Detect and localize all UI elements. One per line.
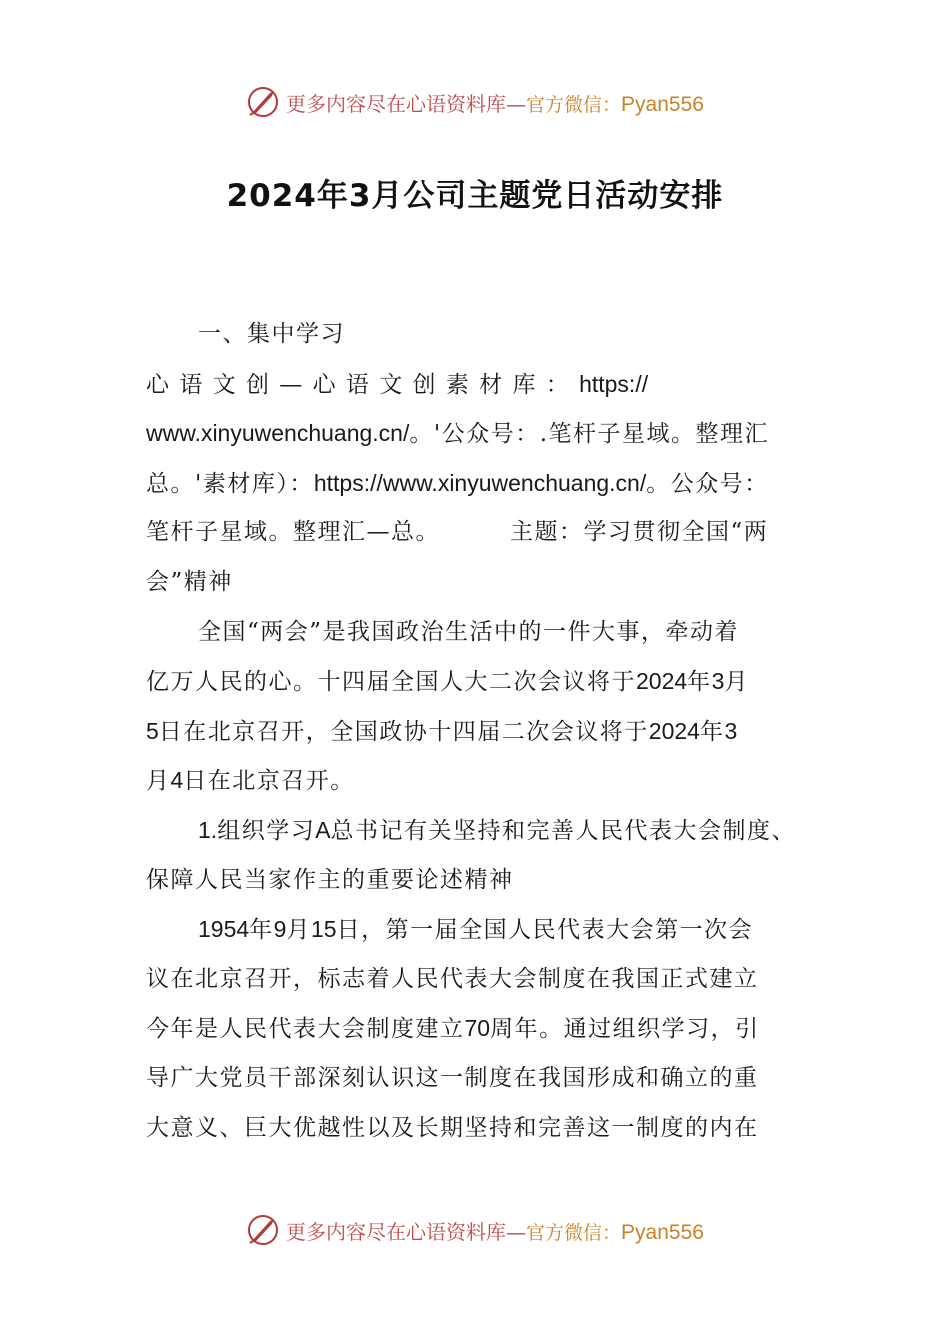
text-span: 日，第一届全国人民代表大会第一次会 [336, 917, 754, 944]
banner-wechat-id: Pyan556 [621, 1220, 704, 1244]
text-span: 月 [724, 669, 749, 696]
source-char: 库 [512, 371, 537, 398]
source-char: ： [545, 371, 571, 398]
text-line: 保障人民当家作主的重要论述精神 [146, 866, 514, 893]
number-span: 9 [273, 916, 287, 943]
text-span: 日在北京召开，全国政协十四届二次会议将于 [158, 718, 649, 745]
banner-text [286, 88, 704, 117]
text-span: 周年。通过组织学习，引 [490, 1016, 760, 1043]
number-span: 5 [146, 717, 159, 744]
document-body [146, 310, 806, 1153]
number-span: 1954 [198, 916, 250, 943]
source-char: 创 [245, 371, 271, 398]
text-line [146, 707, 806, 757]
source-char: 心 [146, 371, 171, 398]
source-url-part: https:// [579, 370, 649, 397]
text-span: 今年是人民代表大会制度建立 [146, 1016, 465, 1043]
text-line [146, 409, 806, 459]
quill-logo-icon [246, 85, 280, 119]
text-line: 议在北京召开，标志着人民代表大会制度在我国正式建立 [146, 965, 759, 992]
source-char: 创 [412, 371, 437, 398]
number-span: 70 [464, 1015, 491, 1042]
text-line [146, 657, 806, 707]
footer-watermark-banner [0, 1210, 950, 1250]
section-heading: 一、集中学习 [198, 321, 345, 347]
text-span: 。公众号： [646, 470, 769, 497]
banner-dash: — [506, 91, 527, 116]
subheading-line [146, 806, 806, 856]
banner-text [286, 1216, 704, 1245]
text-span: A [315, 816, 331, 843]
text-line [146, 459, 806, 509]
number-span: 3 [724, 717, 738, 744]
text-span: 月 [286, 917, 311, 944]
quill-logo-icon [246, 1213, 280, 1247]
source-char: 心 [312, 371, 338, 398]
text-span: 笔杆子星域。整理汇—总。 [146, 519, 440, 546]
number-span: 15 [310, 916, 337, 943]
number-span: 1. [198, 816, 218, 843]
source-char: 文 [212, 371, 238, 398]
source-char: 材 [479, 371, 504, 398]
text-line: 导广大党员干部深刻认识这一制度在我国形成和确立的重 [146, 1064, 759, 1091]
banner-dash: — [506, 1219, 527, 1244]
text-span: 年 [249, 917, 274, 944]
number-span: 2024 [636, 668, 688, 695]
banner-brand: 更多内容尽在心语资料库 [286, 91, 507, 116]
text-span: 总书记有关坚持和完善人民代表大会制度、 [330, 817, 797, 844]
url-text: https://www.xinyuwenchuang.cn/ [313, 469, 647, 496]
text-line [146, 756, 806, 806]
text-line: 会”精神 [146, 568, 233, 595]
source-char: — [279, 371, 304, 398]
text-span: 组织学习 [217, 817, 316, 844]
banner-official: 官方微信： [526, 93, 622, 116]
text-line [146, 1004, 806, 1054]
text-line: 大意义、巨大优越性以及长期坚持和完善这一制度的内在 [146, 1114, 759, 1141]
number-span: 3 [711, 668, 725, 695]
text-span: 主题：学习贯彻全国“两 [510, 519, 769, 546]
text-span: 年 [687, 669, 712, 696]
url-text: www.xinyuwenchuang.cn/ [146, 420, 410, 447]
number-span: 2024 [648, 717, 700, 744]
text-line [146, 905, 806, 955]
source-char: 语 [345, 371, 371, 398]
banner-brand: 更多内容尽在心语资料库 [286, 1219, 507, 1244]
banner-official: 官方微信： [526, 1221, 622, 1244]
number-span: 4 [170, 767, 184, 794]
text-line [146, 508, 806, 558]
header-watermark-banner [0, 82, 950, 122]
text-span: 。'公众号：.笔杆子星域。整理汇 [409, 421, 770, 448]
source-char: 素 [445, 371, 471, 398]
text-span: 总。'素材库）： [146, 470, 314, 497]
text-line: 全国“两会”是我国政治生活中的一件大事，牵动着 [198, 618, 740, 645]
page-title: 2024年3月公司主题党日活动安排 [226, 178, 724, 214]
text-span: 月 [146, 768, 171, 795]
text-span: 亿万人民的心。十四届全国人大二次会议将于 [146, 669, 636, 696]
source-char: 语 [179, 371, 204, 398]
text-span: 年 [699, 718, 725, 745]
source-char: 文 [379, 371, 404, 398]
source-line [146, 360, 806, 410]
text-span: 日在北京召开。 [183, 768, 355, 795]
banner-wechat-id: Pyan556 [621, 92, 704, 116]
